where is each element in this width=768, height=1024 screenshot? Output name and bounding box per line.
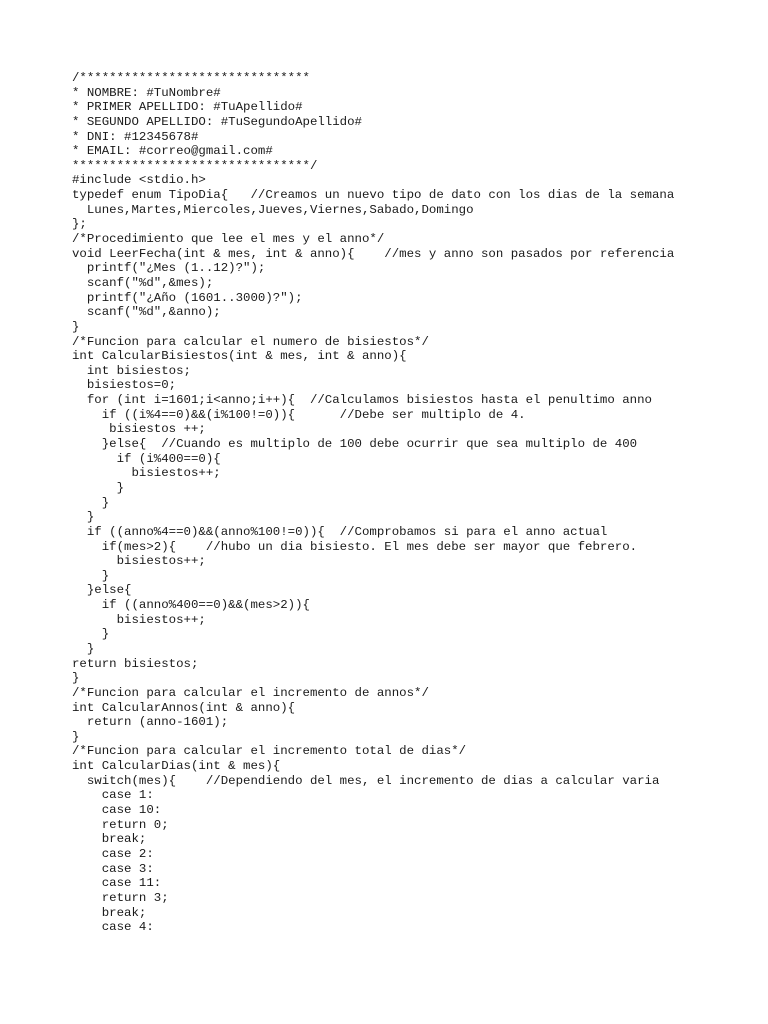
code-line: bisiestos=0; — [72, 378, 177, 393]
code-line: } — [72, 641, 95, 656]
code-line: * DNI: #12345678# — [72, 129, 199, 144]
code-line: bisiestos++; — [72, 612, 206, 627]
code-line: case 3: — [72, 861, 154, 876]
code-line: Lunes,Martes,Miercoles,Jueves,Viernes,Sabado,Domingo — [72, 202, 474, 217]
code-line: switch(mes){ //Dependiendo del mes, el incremento de dias a calcular varia — [72, 773, 660, 788]
code-line: * SEGUNDO APELLIDO: #TuSegundoApellido# — [72, 114, 362, 129]
code-line: /*Funcion para calcular el numero de bisiestos*/ — [72, 334, 429, 349]
code-line: if(mes>2){ //hubo un dia bisiesto. El mes debe ser mayor que febrero. — [72, 539, 638, 554]
code-line: int CalcularDias(int & mes){ — [72, 759, 281, 774]
code-line: case 4: — [72, 920, 154, 935]
code-line: }; — [72, 217, 87, 232]
code-line: int bisiestos; — [72, 363, 191, 378]
code-line: if ((anno%4==0)&&(anno%100!=0)){ //Comprobamos si para el anno actual — [72, 524, 608, 539]
code-line: case 1: — [72, 788, 154, 803]
code-line: /*Procedimiento que lee el mes y el anno*/ — [72, 232, 385, 247]
code-line: /******************************* — [72, 71, 310, 85]
code-line: /*Funcion para calcular el incremento total de dias*/ — [72, 744, 467, 759]
code-line: break; — [72, 905, 147, 920]
code-line: printf("¿Mes (1..12)?"); — [72, 261, 266, 276]
code-line: } — [72, 671, 80, 686]
code-line: scanf("%d",&anno); — [72, 305, 221, 320]
code-line: if (i%400==0){ — [72, 451, 221, 466]
code-line: } — [72, 510, 95, 525]
code-line: } — [72, 729, 80, 744]
code-line: ********************************/ — [72, 158, 318, 173]
code-line: return 3; — [72, 890, 169, 905]
code-line: } — [72, 568, 110, 583]
code-line: void LeerFecha(int & mes, int & anno){ //mes y anno son pasados por referencia — [72, 246, 675, 261]
code-line: break; — [72, 832, 147, 847]
code-line: }else{ //Cuando es multiplo de 100 debe ocurrir que sea multiplo de 400 — [72, 437, 638, 452]
code-line: case 2: — [72, 846, 154, 861]
code-line: * PRIMER APELLIDO: #TuApellido# — [72, 100, 303, 115]
code-line: } — [72, 319, 80, 334]
code-line: int CalcularBisiestos(int & mes, int & anno){ — [72, 349, 407, 364]
code-line: bisiestos++; — [72, 466, 221, 481]
code-line: bisiestos++; — [72, 554, 206, 569]
code-line: typedef enum TipoDia{ //Creamos un nuevo tipo de dato con los dias de la semana — [72, 188, 675, 203]
code-line: return 0; — [72, 817, 169, 832]
code-line: * NOMBRE: #TuNombre# — [72, 85, 221, 100]
code-line: } — [72, 495, 110, 510]
code-line: /*Funcion para calcular el incremento de annos*/ — [72, 685, 429, 700]
code-line: if ((anno%400==0)&&(mes>2)){ — [72, 598, 310, 613]
code-line: case 10: — [72, 803, 162, 818]
code-line: return bisiestos; — [72, 656, 199, 671]
code-listing — [72, 71, 752, 935]
code-line: * EMAIL: #correo@gmail.com# — [72, 144, 273, 159]
code-line: } — [72, 480, 125, 495]
code-line: case 11: — [72, 876, 162, 891]
code-line: if ((i%4==0)&&(i%100!=0)){ //Debe ser multiplo de 4. — [72, 407, 526, 422]
code-line: }else{ — [72, 583, 132, 598]
code-line: } — [72, 627, 110, 642]
code-line: scanf("%d",&mes); — [72, 275, 214, 290]
code-line: for (int i=1601;i<anno;i++){ //Calculamos bisiestos hasta el penultimo anno — [72, 393, 652, 408]
code-line: printf("¿Año (1601..3000)?"); — [72, 290, 303, 305]
code-line: int CalcularAnnos(int & anno){ — [72, 700, 296, 715]
code-line: return (anno-1601); — [72, 715, 229, 730]
code-line: bisiestos ++; — [72, 422, 206, 437]
code-line: #include <stdio.h> — [72, 173, 206, 188]
